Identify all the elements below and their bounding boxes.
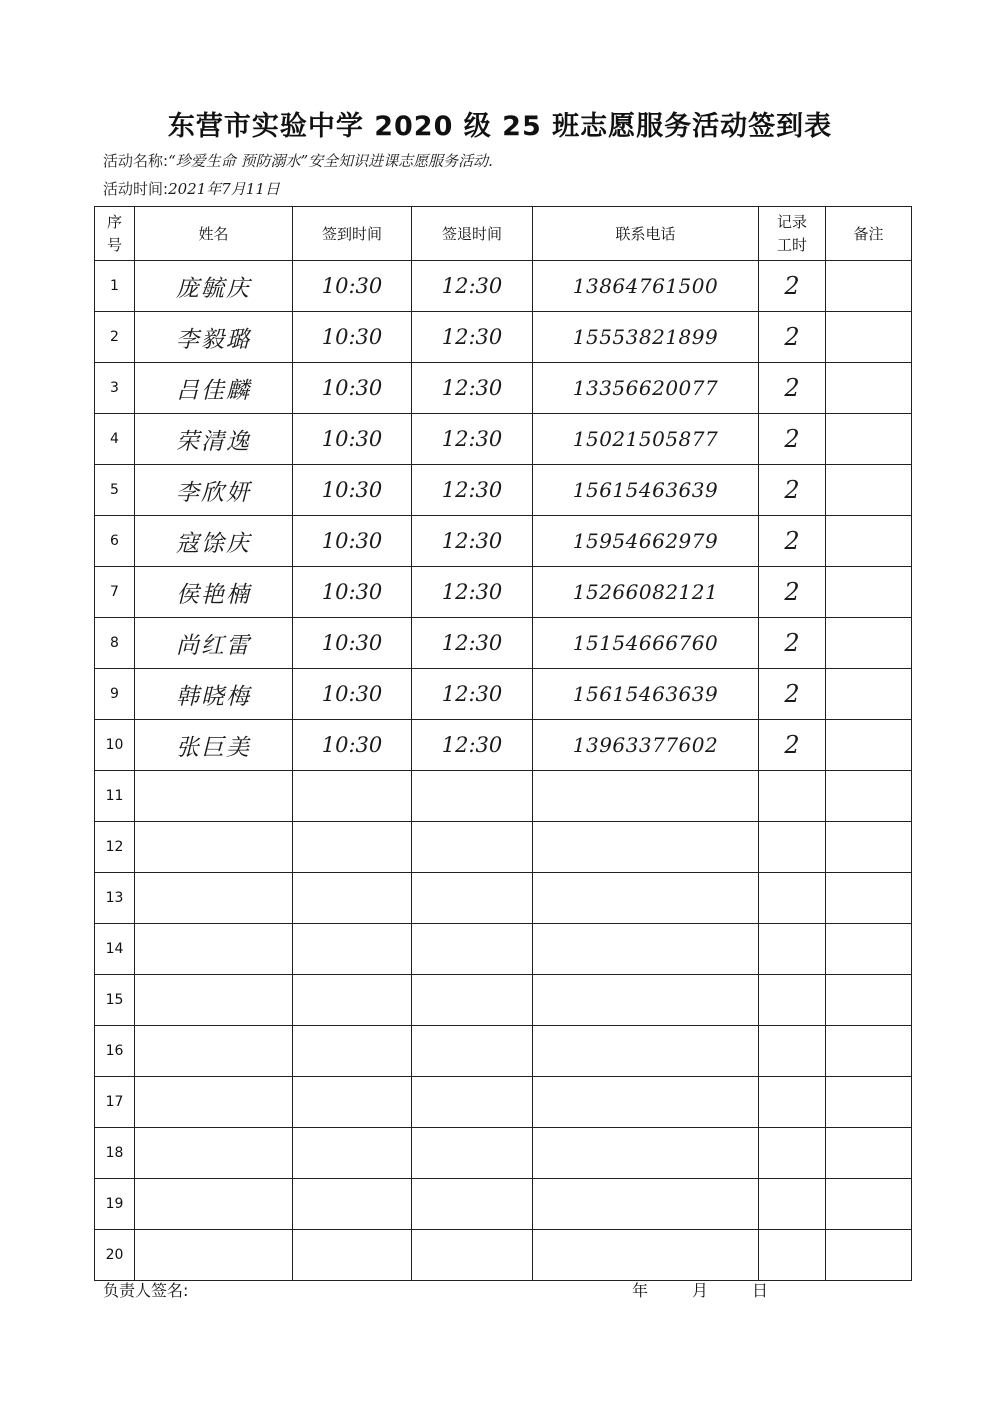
activity-time-line: [103, 178, 280, 199]
cell-sign-in: 10:30: [293, 312, 412, 363]
table-row: [95, 1230, 912, 1281]
cell-phone: 13356620077: [533, 363, 759, 414]
table-row: [95, 771, 912, 822]
table-row: [95, 1128, 912, 1179]
cell-phone: [533, 1077, 759, 1128]
cell-hours: 2: [759, 720, 826, 771]
cell-index: 10: [95, 720, 135, 771]
cell-index: 7: [95, 567, 135, 618]
cell-hours: 2: [759, 312, 826, 363]
activity-name-label: 活动名称:: [103, 152, 169, 170]
cell-index: 13: [95, 873, 135, 924]
cell-sign-in: 10:30: [293, 261, 412, 312]
cell-index: 2: [95, 312, 135, 363]
cell-sign-in: [293, 1230, 412, 1281]
cell-hours: [759, 1026, 826, 1077]
cell-sign-out: [412, 1179, 533, 1230]
activity-name-value: “珍爱生命 预防溺水”安全知识进课志愿服务活动.: [168, 152, 493, 170]
cell-sign-out: 12:30: [412, 618, 533, 669]
cell-notes: [826, 618, 912, 669]
cell-sign-in: 10:30: [293, 516, 412, 567]
cell-sign-in: [293, 924, 412, 975]
cell-phone: 15553821899: [533, 312, 759, 363]
cell-sign-out: 12:30: [412, 720, 533, 771]
cell-notes: [826, 567, 912, 618]
cell-name: 寇馀庆: [135, 516, 293, 567]
cell-name: 侯艳楠: [135, 567, 293, 618]
cell-index: 16: [95, 1026, 135, 1077]
table-row: [95, 1179, 912, 1230]
table-row: [95, 822, 912, 873]
cell-phone: [533, 771, 759, 822]
cell-phone: 15954662979: [533, 516, 759, 567]
cell-hours: [759, 873, 826, 924]
cell-name: 李欣妍: [135, 465, 293, 516]
cell-hours: [759, 1128, 826, 1179]
cell-sign-out: [412, 975, 533, 1026]
cell-phone: 15154666760: [533, 618, 759, 669]
cell-notes: [826, 1077, 912, 1128]
table-row: [95, 516, 912, 567]
cell-sign-out: 12:30: [412, 261, 533, 312]
cell-name: 张巨美: [135, 720, 293, 771]
cell-sign-out: 12:30: [412, 465, 533, 516]
cell-sign-in: [293, 1128, 412, 1179]
cell-sign-in: [293, 822, 412, 873]
date-month: 月: [692, 1281, 709, 1300]
table-row: [95, 669, 912, 720]
table-header-row: [95, 207, 912, 261]
cell-phone: [533, 924, 759, 975]
cell-name: [135, 822, 293, 873]
cell-name: 荣清逸: [135, 414, 293, 465]
cell-name: [135, 1026, 293, 1077]
cell-name: 庞毓庆: [135, 261, 293, 312]
cell-name: 吕佳麟: [135, 363, 293, 414]
cell-sign-out: 12:30: [412, 414, 533, 465]
header-hours: 记录 工时: [759, 207, 826, 261]
cell-hours: [759, 1179, 826, 1230]
cell-notes: [826, 465, 912, 516]
cell-index: 17: [95, 1077, 135, 1128]
cell-name: 李毅璐: [135, 312, 293, 363]
cell-sign-in: [293, 1026, 412, 1077]
sign-in-table: [94, 206, 912, 1281]
activity-time-value: 2021年7月11日: [168, 180, 280, 198]
cell-notes: [826, 771, 912, 822]
table-row: [95, 924, 912, 975]
cell-sign-in: 10:30: [293, 465, 412, 516]
cell-phone: 15266082121: [533, 567, 759, 618]
cell-sign-in: [293, 1179, 412, 1230]
signature-label: 负责人签名:: [103, 1281, 189, 1300]
table-row: [95, 873, 912, 924]
table-row: [95, 618, 912, 669]
activity-time-label: 活动时间:: [103, 180, 169, 198]
cell-index: 20: [95, 1230, 135, 1281]
table-row: [95, 312, 912, 363]
date-day: 日: [752, 1281, 769, 1300]
cell-index: 8: [95, 618, 135, 669]
date-year: 年: [632, 1281, 649, 1300]
cell-index: 18: [95, 1128, 135, 1179]
cell-phone: 15615463639: [533, 669, 759, 720]
cell-hours: [759, 822, 826, 873]
cell-phone: [533, 1230, 759, 1281]
cell-sign-out: [412, 822, 533, 873]
cell-name: [135, 975, 293, 1026]
cell-notes: [826, 516, 912, 567]
table-row: [95, 261, 912, 312]
cell-name: [135, 1077, 293, 1128]
cell-sign-out: 12:30: [412, 312, 533, 363]
cell-sign-out: [412, 873, 533, 924]
cell-phone: 13864761500: [533, 261, 759, 312]
cell-sign-in: [293, 975, 412, 1026]
cell-index: 9: [95, 669, 135, 720]
cell-sign-out: 12:30: [412, 516, 533, 567]
cell-hours: 2: [759, 465, 826, 516]
cell-notes: [826, 261, 912, 312]
cell-sign-in: 10:30: [293, 720, 412, 771]
cell-phone: 15021505877: [533, 414, 759, 465]
cell-sign-out: 12:30: [412, 567, 533, 618]
cell-notes: [826, 924, 912, 975]
cell-sign-in: 10:30: [293, 414, 412, 465]
cell-name: [135, 1179, 293, 1230]
header-phone: 联系电话: [533, 207, 759, 261]
table-row: [95, 363, 912, 414]
cell-sign-out: [412, 771, 533, 822]
cell-sign-in: 10:30: [293, 618, 412, 669]
cell-notes: [826, 363, 912, 414]
cell-hours: 2: [759, 567, 826, 618]
cell-notes: [826, 1230, 912, 1281]
cell-index: 12: [95, 822, 135, 873]
cell-hours: [759, 924, 826, 975]
cell-hours: 2: [759, 363, 826, 414]
cell-hours: 2: [759, 414, 826, 465]
cell-sign-out: [412, 1026, 533, 1077]
cell-index: 19: [95, 1179, 135, 1230]
cell-hours: [759, 975, 826, 1026]
cell-index: 4: [95, 414, 135, 465]
table-row: [95, 414, 912, 465]
cell-sign-out: [412, 1128, 533, 1179]
cell-sign-out: 12:30: [412, 669, 533, 720]
cell-notes: [826, 1128, 912, 1179]
table-row: [95, 1077, 912, 1128]
cell-notes: [826, 312, 912, 363]
cell-name: [135, 873, 293, 924]
cell-sign-out: [412, 924, 533, 975]
cell-phone: [533, 975, 759, 1026]
cell-hours: 2: [759, 261, 826, 312]
cell-name: [135, 924, 293, 975]
cell-name: 尚红雷: [135, 618, 293, 669]
cell-sign-in: 10:30: [293, 363, 412, 414]
cell-sign-out: 12:30: [412, 363, 533, 414]
header-notes: 备注: [826, 207, 912, 261]
cell-sign-in: 10:30: [293, 567, 412, 618]
header-sign-out: 签退时间: [412, 207, 533, 261]
cell-index: 14: [95, 924, 135, 975]
cell-name: [135, 1230, 293, 1281]
cell-notes: [826, 822, 912, 873]
cell-index: 11: [95, 771, 135, 822]
cell-index: 1: [95, 261, 135, 312]
page-title: 东营市实验中学 2020 级 25 班志愿服务活动签到表: [167, 111, 833, 142]
table-row: [95, 567, 912, 618]
table-row: [95, 720, 912, 771]
cell-notes: [826, 720, 912, 771]
cell-phone: [533, 1026, 759, 1077]
cell-phone: [533, 873, 759, 924]
cell-sign-in: [293, 1077, 412, 1128]
cell-notes: [826, 975, 912, 1026]
cell-phone: [533, 1179, 759, 1230]
header-index: 序号: [95, 207, 135, 261]
cell-notes: [826, 873, 912, 924]
cell-index: 15: [95, 975, 135, 1026]
cell-hours: 2: [759, 618, 826, 669]
header-name: 姓名: [135, 207, 293, 261]
cell-name: [135, 771, 293, 822]
cell-sign-in: 10:30: [293, 669, 412, 720]
table-row: [95, 465, 912, 516]
cell-notes: [826, 1026, 912, 1077]
table-row: [95, 1026, 912, 1077]
cell-name: 韩晓梅: [135, 669, 293, 720]
cell-hours: 2: [759, 516, 826, 567]
cell-hours: [759, 771, 826, 822]
cell-index: 6: [95, 516, 135, 567]
cell-index: 5: [95, 465, 135, 516]
cell-sign-out: [412, 1077, 533, 1128]
cell-notes: [826, 669, 912, 720]
table-row: [95, 975, 912, 1026]
cell-hours: 2: [759, 669, 826, 720]
cell-phone: [533, 1128, 759, 1179]
cell-index: 3: [95, 363, 135, 414]
cell-hours: [759, 1230, 826, 1281]
cell-phone: [533, 822, 759, 873]
cell-sign-in: [293, 771, 412, 822]
cell-notes: [826, 1179, 912, 1230]
activity-name-line: [103, 150, 493, 171]
cell-notes: [826, 414, 912, 465]
cell-phone: 13963377602: [533, 720, 759, 771]
cell-sign-in: [293, 873, 412, 924]
header-sign-in: 签到时间: [293, 207, 412, 261]
cell-name: [135, 1128, 293, 1179]
cell-phone: 15615463639: [533, 465, 759, 516]
cell-hours: [759, 1077, 826, 1128]
cell-sign-out: [412, 1230, 533, 1281]
